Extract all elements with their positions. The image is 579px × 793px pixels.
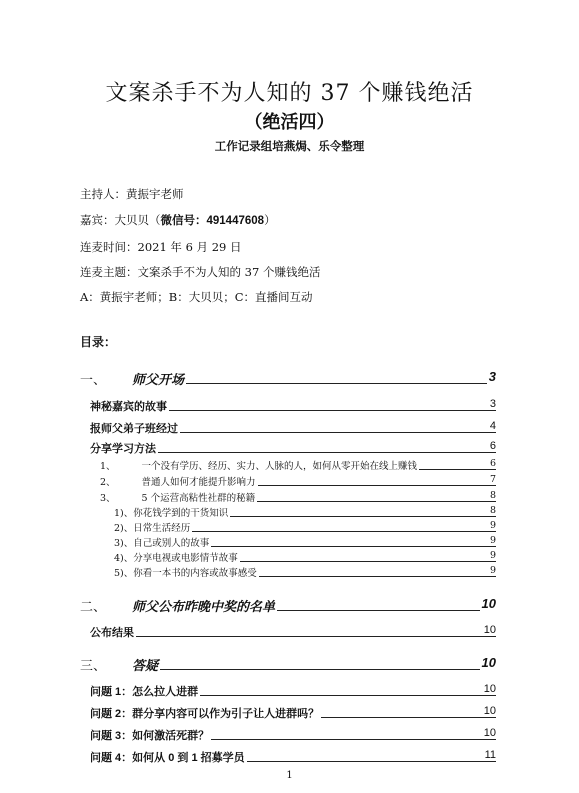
toc-entry[interactable] — [100, 474, 496, 488]
toc-page-number: 10 — [483, 727, 496, 739]
toc-entry-label: 普通人如何才能提升影响力 — [141, 477, 256, 488]
toc-page-number: 10 — [481, 596, 496, 611]
toc-entry[interactable] — [100, 458, 496, 472]
toc-page-number: 3 — [489, 398, 496, 410]
toc-entry-text — [90, 727, 211, 743]
topic-line: 连麦主题：文案杀手不为人知的 37 个赚钱绝活 — [80, 265, 321, 279]
toc-entry-label: 分享学习方法 — [90, 443, 156, 455]
toc-entry-text — [90, 624, 136, 640]
toc-entry-number: 一、 — [80, 372, 107, 387]
guest-prefix: 嘉宾：大贝贝（ — [80, 213, 161, 227]
toc-entry[interactable] — [114, 565, 496, 579]
page-subtitle: （绝活四） — [244, 112, 335, 133]
toc-entry-label: 问题 3：如何激活死群？ — [90, 730, 210, 742]
toc-entry-text — [90, 705, 321, 721]
toc-page-number: 10 — [483, 683, 496, 695]
toc-page-number: 9 — [489, 535, 496, 546]
toc-entry[interactable] — [114, 505, 496, 519]
toc-entry-text — [114, 505, 230, 519]
toc-entry-text — [80, 369, 186, 388]
toc-entry[interactable] — [114, 520, 496, 534]
toc-entry-label: 问题 1：怎么拉人进群 — [90, 686, 199, 698]
toc-entry-label: 4)、分享电视或电影情节故事 — [114, 553, 238, 564]
toc-entry-label: 1)、你花钱学到的干货知识 — [114, 508, 229, 519]
toc-entry-label: 神秘嘉宾的故事 — [90, 401, 167, 413]
toc-page-number: 10 — [483, 705, 496, 717]
toc-entry-text — [114, 520, 192, 534]
toc-page-number: 9 — [489, 520, 496, 531]
guest-suffix: ） — [264, 213, 276, 227]
toc-page-number: 10 — [481, 655, 496, 670]
toc-entry-label: 答疑 — [132, 658, 159, 673]
toc-entry-label: 问题 4：如何从 0 到 1 招募学员 — [90, 752, 245, 764]
toc-entry-label: 问题 2：群分享内容可以作为引子让人进群吗？ — [90, 708, 320, 720]
page-title: 文案杀手不为人知的 37 个赚钱绝活 — [105, 81, 474, 106]
toc-page-number: 9 — [489, 565, 496, 576]
toc-entry-text — [90, 440, 158, 456]
guest-line — [80, 212, 276, 228]
toc-page-number: 6 — [489, 458, 496, 469]
toc-entry[interactable] — [90, 420, 496, 436]
toc-entry-text — [114, 565, 259, 579]
toc-entry-text — [90, 683, 200, 699]
toc-page-number: 3 — [488, 369, 496, 384]
toc-entry-text — [90, 398, 169, 414]
toc-entry-text — [80, 596, 277, 615]
toc-page-number: 11 — [484, 749, 496, 761]
toc-entry-number: 1、 — [100, 461, 116, 472]
toc-heading: 目录： — [80, 335, 117, 349]
roles-line: A：黄振宇老师；B：大贝贝；C：直播间互动 — [80, 290, 313, 304]
toc-page-number: 9 — [489, 550, 496, 561]
toc-entry[interactable] — [100, 490, 496, 504]
toc-page-number: 8 — [489, 505, 496, 516]
toc-entry-label: 师父开场 — [132, 372, 185, 387]
toc-entry-label: 报师父弟子班经过 — [90, 423, 178, 435]
toc-entry-number: 3、 — [100, 493, 116, 504]
toc-page-number: 4 — [489, 420, 496, 432]
toc-entry-label: 5)、你看一本书的内容或故事感受 — [114, 568, 257, 579]
toc-entry-label: 2)、日常生活经历 — [114, 523, 191, 534]
toc-entry-label: 师父公布昨晚中奖的名单 — [132, 599, 276, 614]
toc-entry-number: 三、 — [80, 658, 107, 673]
toc-leader-line — [90, 636, 496, 637]
toc-entry[interactable] — [90, 624, 496, 640]
toc-page-number: 6 — [489, 440, 496, 452]
toc-entry-label: 5 个运营高粘性社群的秘籍 — [141, 493, 256, 504]
toc-entry-text — [114, 535, 211, 549]
toc-entry[interactable] — [90, 705, 496, 721]
toc-entry-number: 二、 — [80, 599, 107, 614]
toc-entry-label: 一个没有学历、经历、实力、人脉的人，如何从零开始在线上赚钱 — [141, 461, 418, 472]
toc-entry[interactable] — [114, 535, 496, 549]
toc-entry[interactable] — [80, 596, 496, 616]
toc-entry-text — [100, 474, 258, 488]
toc-entry[interactable] — [80, 655, 496, 675]
toc-entry-text — [114, 550, 240, 564]
toc-entry-text — [80, 655, 160, 674]
time-line: 连麦时间：2021 年 6 月 29 日 — [80, 240, 242, 254]
toc-entry[interactable] — [90, 398, 496, 414]
toc-entry[interactable] — [90, 683, 496, 699]
toc-entry[interactable] — [90, 440, 496, 456]
toc-page-number: 8 — [489, 490, 496, 501]
toc-entry[interactable] — [114, 550, 496, 564]
host-line: 主持人：黄振宇老师 — [80, 187, 184, 201]
toc-entry[interactable] — [90, 749, 496, 765]
toc-entry-text — [100, 458, 419, 472]
toc-entry-text — [100, 490, 257, 504]
toc-page-number: 10 — [483, 624, 496, 636]
toc-entry[interactable] — [80, 369, 496, 389]
toc-page-number: 7 — [489, 474, 496, 485]
toc-entry-text — [90, 420, 180, 436]
toc-entry-text — [90, 749, 247, 765]
guest-wechat: 微信号：491447608 — [160, 215, 265, 227]
toc-entry[interactable] — [90, 727, 496, 743]
editors-line: 工作记录组培燕焗、乐令整理 — [214, 139, 365, 153]
toc-entry-label: 3)、自己或别人的故事 — [114, 538, 210, 549]
toc-entry-label: 公布结果 — [90, 627, 134, 639]
page-number: 1 — [286, 770, 293, 781]
toc-entry-number: 2、 — [100, 477, 116, 488]
